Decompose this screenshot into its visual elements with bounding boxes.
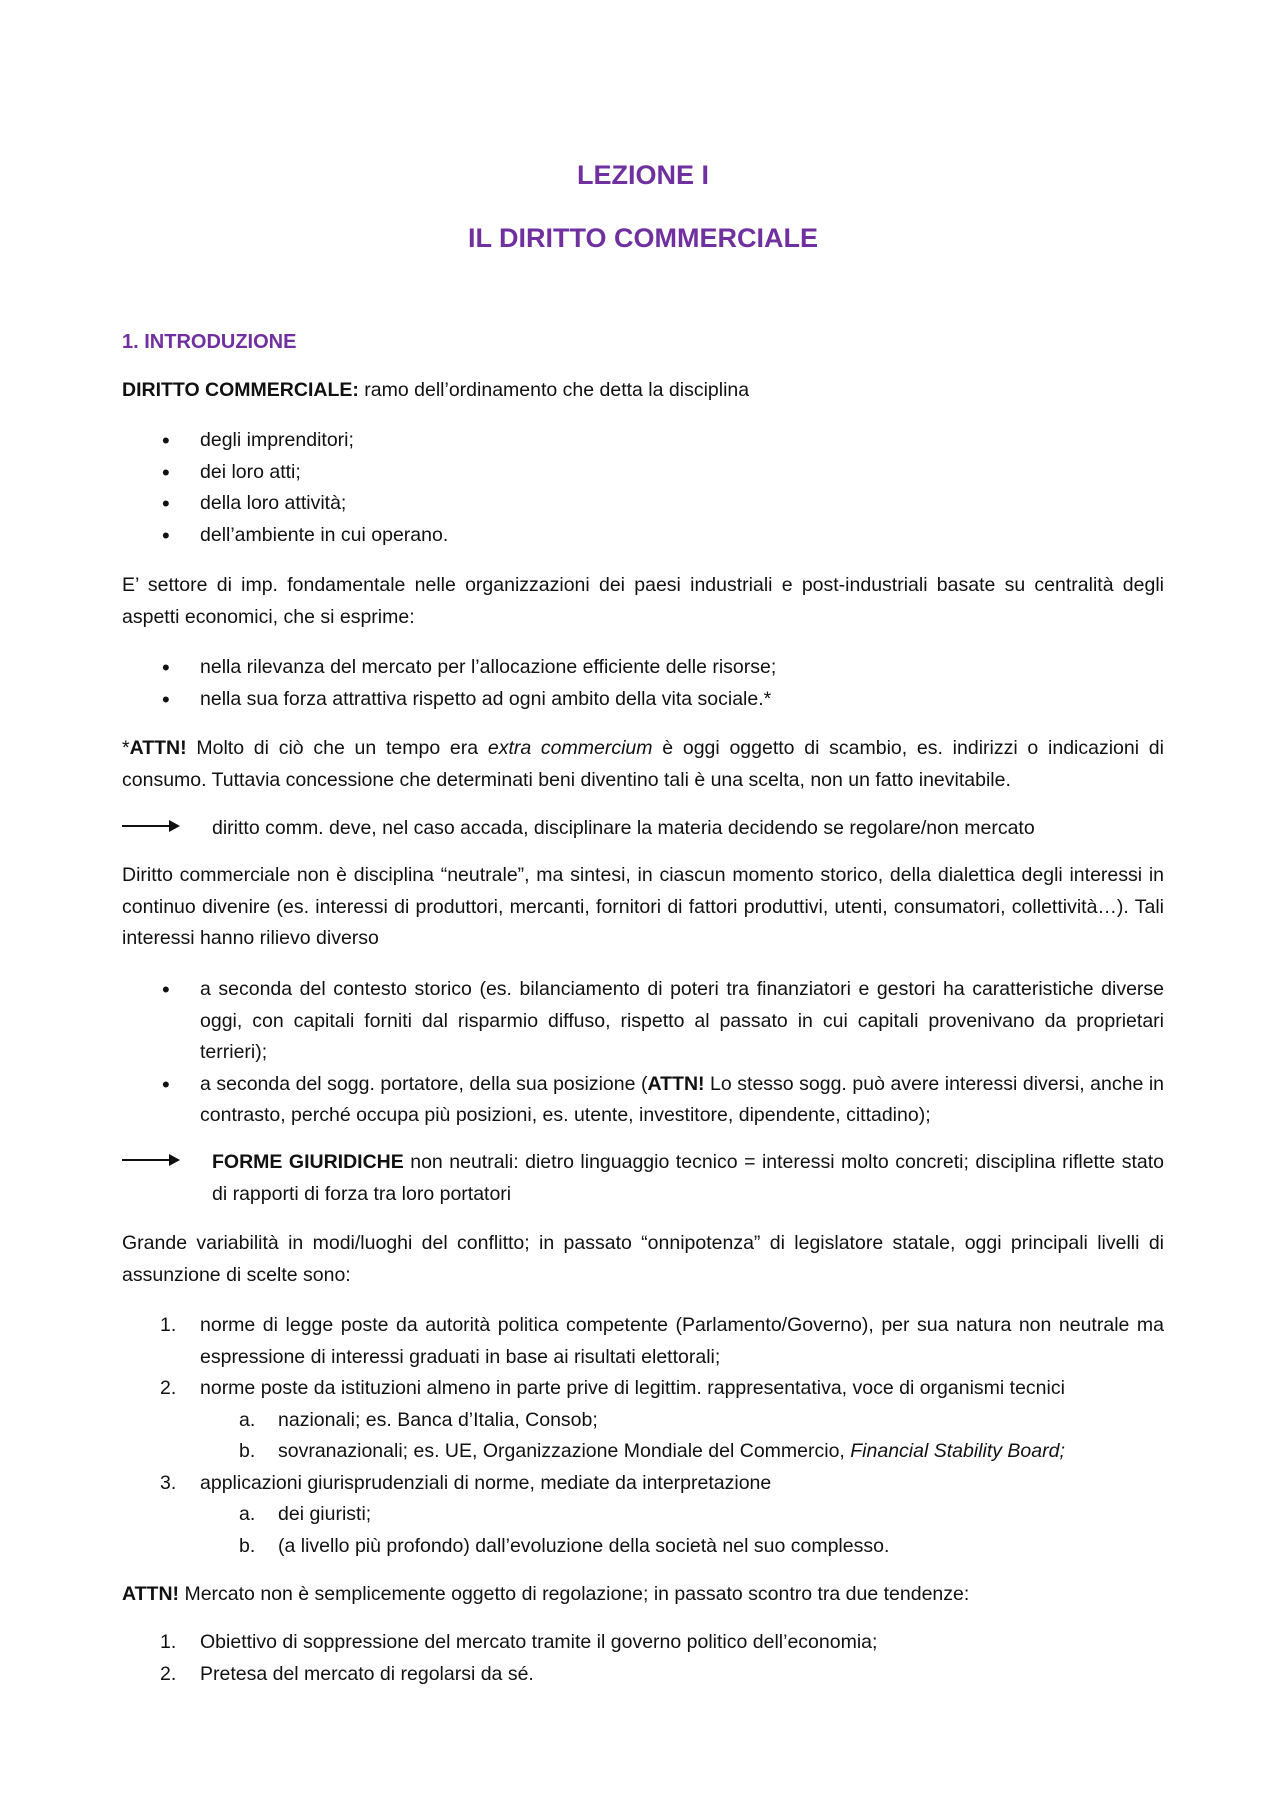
right-arrow-icon (122, 825, 178, 827)
attn-text: Mercato non è semplicemente oggetto di regolazione; in passato scontro tra due tendenze: (179, 1583, 970, 1605)
definition-paragraph (122, 375, 1164, 407)
attn-label: ATTN! (129, 737, 187, 759)
section-heading: 1. INTRODUZIONE (122, 331, 297, 353)
definition-term: DIRITTO COMMERCIALE: (122, 379, 359, 401)
list-item: • nella sua forza attrattiva rispetto ad ogni ambito della vita sociale.* (122, 684, 1164, 716)
sub-list-item: a. nazionali; es. Banca d’Italia, Consob; (239, 1408, 598, 1431)
definition-text: ramo dell’ordinamento che detta la disciplina (358, 379, 750, 401)
attn-note (122, 733, 1164, 796)
list-item: 2. Pretesa del mercato di regolarsi da sé. (160, 1662, 534, 1685)
arrow-note-text: FORME GIURIDICHE non neutrali: dietro linguaggio tecnico = interessi molto concreti; disciplina riflette stato di rapporti di forza tra loro portatori (212, 1151, 1164, 1205)
list-item: 2. norme poste da istituzioni almeno in parte prive di legittim. rappresentativa, voce di organismi tecnici a. nazionali; es. Banca d’Italia, Consob; b. sovranazionali; es. UE, Organizzazione Mondiale del Commercio, Financial Stability Board; (122, 1373, 1164, 1468)
sub-list-item: a. dei giuristi; (239, 1503, 372, 1525)
list-item: • a seconda del contesto storico (es. bilanciamento di poteri tra finanziatori e gestori ha caratteristiche diverse oggi, con capitali forniti dal risparmio diffuso, rispetto al passato in cui capitali provenivano da proprietari terrieri); (122, 974, 1164, 1069)
sub-list-item: b. (a livello più profondo) dall’evoluzione della società nel suo complesso. (239, 1534, 890, 1557)
list-item: 3. applicazioni giurisprudenziali di norme, mediate da interpretazione a. dei giuristi; b. (a livello più profondo) dall’evoluzione della società nel suo complesso. (122, 1468, 1164, 1563)
list-item: • a seconda del sogg. portatore, della sua posizione (ATTN! Lo stesso sogg. può avere interessi diversi, anche in contrasto, perché occupa più posizioni, es. utente, investitore, dipendente, cittadino); (122, 1069, 1164, 1132)
list-subjects (122, 425, 1164, 551)
lesson-title: LEZIONE I (576, 160, 709, 190)
sub-list (200, 1499, 1164, 1562)
attn-star: * (122, 737, 130, 759)
list-item: • nella rilevanza del mercato per l’allocazione efficiente delle risorse; (122, 652, 1164, 684)
attn-market (122, 1579, 1164, 1611)
list-levels (122, 1310, 1164, 1562)
list-item: • dei loro atti; (122, 457, 1164, 489)
list-item: • dell’ambiente in cui operano. (122, 520, 1164, 552)
paragraph-variability: Grande variabilità in modi/luoghi del conflitto; in passato “onnipotenza” di legislatore statale, oggi principali livelli di assunzione di scelte sono: (122, 1232, 1164, 1286)
arrow-note-text: diritto comm. deve, nel caso accada, disciplinare la materia decidendo se regolare/non mercato (212, 817, 1035, 839)
list-item: • della loro attività; (122, 488, 1164, 520)
list-item: • degli imprenditori; (122, 425, 1164, 457)
attn-label: ATTN! (122, 1583, 180, 1605)
list-tendencies (122, 1627, 1164, 1690)
list-relevance (122, 974, 1164, 1132)
list-item: 1. norme di legge poste da autorità politica competente (Parlamento/Governo), per sua natura non neutrale ma espressione di interessi graduati in base ai risultati elettorali; (160, 1314, 1164, 1368)
right-arrow-icon (122, 1159, 178, 1161)
subject-title: IL DIRITTO COMMERCIALE (468, 223, 818, 253)
paragraph-neutrality: Diritto commerciale non è disciplina “neutrale”, ma sintesi, in ciascun momento storico, della dialettica degli interessi in continuo divenire (es. interessi di produttori, mercanti, fornitori di fattori produttivi, utenti, consumatori, collettività…). Tali interessi hanno rilievo diverso (122, 864, 1164, 949)
attn-text-pre: Molto di ciò che un tempo era (186, 737, 488, 759)
document-page (122, 0, 1164, 1811)
list-item: 1. Obiettivo di soppressione del mercato tramite il governo politico dell’economia; (160, 1631, 878, 1653)
sub-list (200, 1405, 1164, 1468)
sub-list-item: b. sovranazionali; es. UE, Organizzazione Mondiale del Commercio, Financial Stability Board; (239, 1440, 1065, 1462)
attn-text-post: è oggi oggetto di scambio, es. indirizzi o indicazioni di consumo. Tuttavia concessione che determinati beni diventino tali è una scelta, non un fatto inevitabile. (122, 737, 1164, 791)
paragraph-sector: E’ settore di imp. fondamentale nelle organizzazioni dei paesi industriali e post-industriali basate su centralità degli aspetti economici, che si esprime: (122, 574, 1164, 628)
list-expression (122, 652, 1164, 715)
attn-italic: extra commercium (487, 737, 653, 759)
